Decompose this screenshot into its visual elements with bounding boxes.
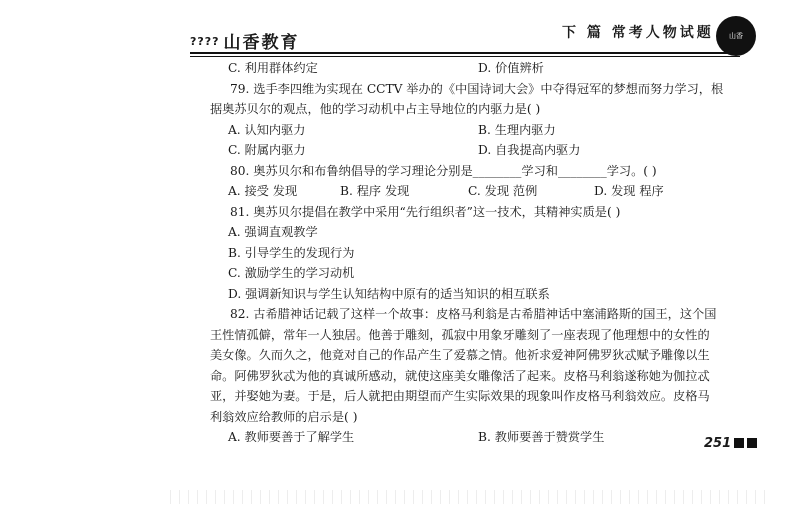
seal-text: 山香	[729, 32, 743, 40]
option-d: D. 价值辨析	[478, 61, 544, 75]
question-82-stem-line5: 亚，并娶她为妻。于是，后人就把由期望而产生实际效果的现象叫作皮格马利翁效应。皮格马	[210, 389, 710, 403]
question-78-options-cd	[210, 58, 765, 79]
question-81-option-b: B. 引导学生的发现行为	[228, 245, 355, 260]
question-79-stem-line1: 79. 选手李四维为实现在 CCTV 举办的《中国诗词大会》中夺得冠军的梦想而努力学习，根	[230, 81, 724, 96]
brand-marks: ????	[190, 35, 220, 48]
question-79-options-cd	[210, 140, 765, 161]
brand-logo	[190, 28, 300, 53]
page-header	[190, 18, 780, 52]
question-82-options-ab	[210, 427, 765, 448]
option-a: A. 教师要善于了解学生	[228, 430, 355, 444]
question-79-options-ab	[210, 120, 765, 141]
question-80-options	[210, 181, 765, 202]
section-title: 下 篇 常考人物试题	[562, 25, 714, 41]
page-content	[210, 58, 765, 448]
question-79-stem-line2: 据奥苏贝尔的观点，他的学习动机中占主导地位的内驱力是( )	[210, 102, 541, 116]
option-c: C. 利用群体约定	[228, 61, 318, 75]
scan-noise	[170, 490, 770, 504]
question-82-stem-line3: 美女像。久而久之，他竟对自己的作品产生了爱慕之情。他祈求爱神阿佛罗狄忒赋予雕像以生	[210, 348, 710, 362]
question-82-stem-line6: 利翁效应给教师的启示是( )	[210, 409, 358, 424]
question-81-stem: 81. 奥苏贝尔提倡在教学中采用“先行组织者”这一技术，其精神实质是( )	[230, 204, 621, 219]
page-number: 251	[704, 436, 732, 451]
page-footer	[704, 436, 757, 451]
option-a: A. 认知内驱力	[228, 122, 306, 137]
option-d: D. 自我提高内驱力	[478, 143, 581, 157]
seal-logo	[716, 16, 756, 56]
question-82-stem-line4: 命。阿佛罗狄忒为他的真诚所感动，就使这座美女雕像活了起来。皮格马利翁遂称她为伽拉忒	[210, 368, 710, 383]
option-d: D. 发现 程序	[594, 184, 664, 198]
question-82-stem-line2: 王性情孤僻，常年一人独居。他善于雕刻，孤寂中用象牙雕刻了一座表现了他理想中的女性的	[210, 327, 710, 342]
option-b: B. 教师要善于赞赏学生	[478, 430, 605, 444]
header-rule-thin	[190, 56, 740, 57]
option-c: C. 附属内驱力	[228, 143, 306, 157]
question-81-option-a: A. 强调直观教学	[228, 225, 318, 239]
option-c: C. 发现 范例	[468, 184, 538, 198]
footer-block-icon	[747, 438, 757, 448]
question-82-stem-line1: 82. 古希腊神话记载了这样一个故事：皮格马利翁是古希腊神话中塞浦路斯的国王，这个国	[230, 307, 717, 321]
option-a: A. 接受 发现	[228, 184, 298, 198]
brand-name: 山香教育	[223, 33, 300, 53]
question-81-option-d: D. 强调新知识与学生认知结构中原有的适当知识的相互联系	[228, 286, 550, 301]
question-81-option-c: C. 激励学生的学习动机	[228, 266, 355, 280]
option-b: B. 生理内驱力	[478, 122, 556, 137]
question-80-stem: 80. 奥苏贝尔和布鲁纳倡导的学习理论分别是________学习和________学习。( )	[230, 163, 657, 178]
header-rule	[190, 52, 740, 54]
option-b: B. 程序 发现	[340, 184, 410, 198]
footer-block-icon	[734, 438, 744, 448]
